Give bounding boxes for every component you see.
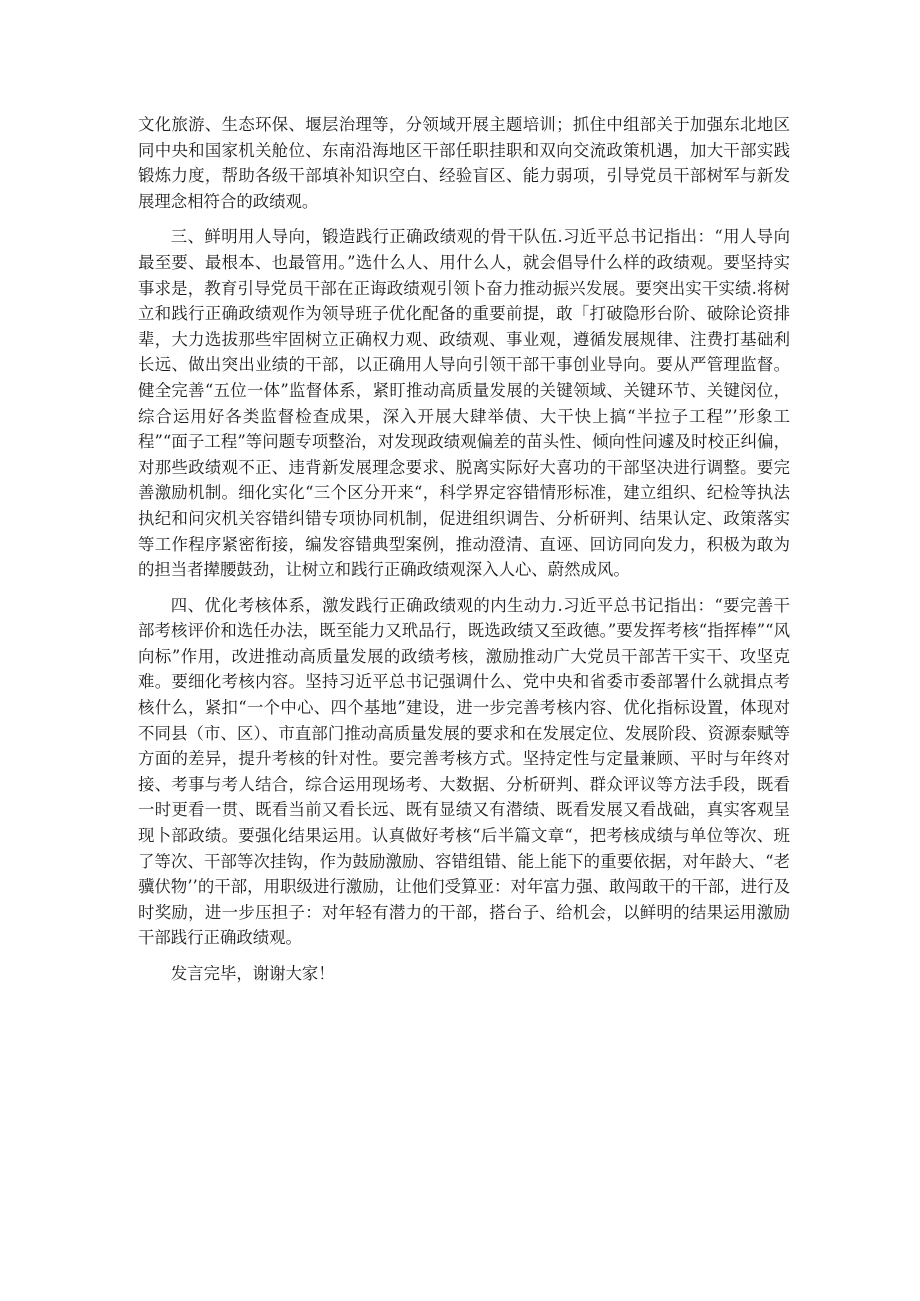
paragraph-section-three-employment: 三、鲜明用人导向，锻造践行正确政绩观的骨干队伍.习近平总书记指出：“用人导向最至要、最根本、也最管用。”选什么人、用什么人，就会倡导什么样的政绩观。要坚持实事求是，教育引导党员干部在正诲政绩观引领卜奋力推动振兴发展。要突出实干实绩.将树立和践行正确政绩观作为领导班子优化配备的重要前提，敢「打破隐形台阶、破除论资排辈，大力选拔那些牢固树立正确权力观、政绩观、事业观，遵循发展规律、注费打基础利长远、做出突出业绩的干部，以正确用人导向引领干部干事创业导向。要从严管理监督。健全完善“五位一体”监督体系，紧盯推动高质量发展的关键领域、关键环节、关键闵位，综合运用好各类监督检查成果，深入开展大肆举债、大干快上搞“半拉子工程”’形象工程”“面子工程”等问题专项整治，对发现政绩观偏差的苗头性、倾向性问遽及时校正纠偏，对那些政绩观不正、违背新发展理念要求、脱离实际好大喜功的干部坚决进行调整。要完善激励机制。细化实化“三个区分开来“，科学界定容错情形标准，建立组织、纪检等执法执纪和问灾机关容错纠错专项协同机制，促进组织调告、分析研判、结果认定、政策落实等工作程序紧密衔接，编发容错典型案例，推动澄清、直诬、回访同向发力，积极为敢为的担当者撵腰鼓劲，让树立和践行正确政绩观深入人心、蔚然成风。 bbox=[138, 227, 790, 580]
paragraph-closing-remark: 发言完毕，谢谢大家！ bbox=[170, 964, 335, 983]
paragraph-section-four-assessment: 四、优化考核体系，激发践行正确政绩观的内生动力.习近平总书记指出：“要完善干部考核评价和选任办法，既至能力又玳品行，既选政绩又至政德。”要发挥考核“指挥棒”“风向标”作用，改进推动高质量发展的政绩考核，激励推动广大党员干部苦干实干、攻坚克难。要细化考核内容。坚持习近平总书记强调什么、党中央和省委市委部署什么就揖点考核什么，紧扣“一个中心、四个基地”建设，进一步完善考核内容、优化指标设置，体现对不同县（市、区）、市直部门推动高质量发展的要求和在发展定位、发展阶段、资源泰赋等方面的差异，提升考核的针对性。要完善考核方式。坚持定性与定量兼顾、平时与年终对接、考事与考人结合，综合运用现场考、大数据、分析研判、群众评议等方法手段，既看一时更看一贯、既看当前又看长远、既有显绩又有潜绩、既看发展又看战础，真实客观呈现卜部政绩。要强化结果运用。认真做好考核“后半篇文章“，把考核成绩与单位等次、班了等次、干部等次挂钩，作为鼓励激励、容错组错、能上能下的重要依据，对年龄大、“老骥伏物’’的干部，用职级进行激励，让他们受算亚：对年富力强、敢闯敢干的干部，进行及时奖励，进一步压担子：对年轻有潜力的干部，搭台子、给机会，以鲜明的结果运用激励干部践行正确政绩观。 bbox=[138, 595, 790, 948]
paragraph-training-continuation: 文化旅游、生态环保、堰层治理等，分领域开展主题培训；抓住中组部关于加强东北地区同中央和国家机关舱位、东南沿海地区干部任职挂职和双向交流政策机遇，加大干部实践锻炼力度，帮助各级干部填补知识空白、经验盲区、能力弱项，引导党员干部树军与新发展理念相符合的政绩观。 bbox=[138, 115, 790, 211]
document-page bbox=[138, 112, 790, 997]
